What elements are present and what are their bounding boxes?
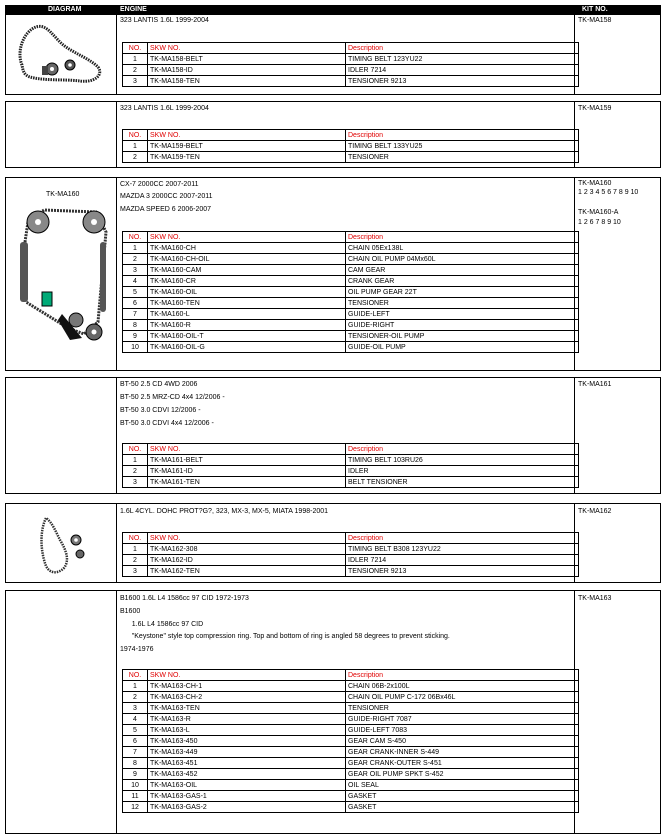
kit-number: TK-MA160 bbox=[578, 180, 612, 187]
table-row bbox=[123, 287, 579, 298]
kit-number: TK-MA162 bbox=[578, 508, 612, 515]
part-desc: GEAR CRANK-OUTER S-451 bbox=[346, 758, 579, 769]
part-no: 2 bbox=[123, 254, 148, 265]
col-no: NO. bbox=[123, 43, 148, 54]
kit-items: 1 2 3 4 5 6 7 8 9 10 bbox=[578, 189, 639, 196]
part-desc: GASKET bbox=[346, 802, 579, 813]
table-row bbox=[123, 54, 579, 65]
kit-header: KIT NO. bbox=[582, 6, 608, 13]
part-desc: GEAR OIL PUMP SPKT S-452 bbox=[346, 769, 579, 780]
engine-line: MAZDA SPEED 6 2006-2007 bbox=[120, 206, 212, 213]
col-no: NO. bbox=[123, 670, 148, 681]
engine-line: 1.6L L4 1586cc 97 CID bbox=[124, 621, 204, 628]
part-no: 1 bbox=[123, 544, 148, 555]
part-no: 7 bbox=[123, 747, 148, 758]
kit-block-ma159 bbox=[5, 101, 661, 168]
engine-line: BT-50 3.0 CDVI 4x4 12/2006 - bbox=[120, 420, 214, 427]
part-no: 3 bbox=[123, 76, 148, 87]
table-row bbox=[123, 544, 579, 555]
part-no: 4 bbox=[123, 714, 148, 725]
col-desc: Description bbox=[346, 444, 579, 455]
parts-table bbox=[122, 129, 579, 163]
part-no: 4 bbox=[123, 276, 148, 287]
part-no: 5 bbox=[123, 725, 148, 736]
table-header bbox=[5, 5, 661, 14]
part-desc: IDLER bbox=[346, 466, 579, 477]
part-no: 9 bbox=[123, 769, 148, 780]
part-skw: TK-MA161-BELT bbox=[148, 455, 346, 466]
part-no: 5 bbox=[123, 287, 148, 298]
parts-table bbox=[122, 669, 579, 813]
col-desc: Description bbox=[346, 232, 579, 243]
kit-number: TK-MA160-A bbox=[578, 209, 619, 216]
table-row bbox=[123, 681, 579, 692]
part-skw: TK-MA163-449 bbox=[148, 747, 346, 758]
col-desc: Description bbox=[346, 130, 579, 141]
part-desc: TIMING BELT 123YU22 bbox=[346, 54, 579, 65]
kit-items: 1 2 6 7 8 9 10 bbox=[578, 219, 621, 226]
engine-note: "Keystone" style top compression ring. Top and bottom of ring is angled 58 degrees to prevent sticking. bbox=[124, 633, 450, 640]
engine-header: ENGINE bbox=[120, 6, 147, 13]
timing-chain-diagram bbox=[14, 202, 110, 342]
part-skw: TK-MA160-CH bbox=[148, 243, 346, 254]
parts-table bbox=[122, 443, 579, 488]
part-no: 8 bbox=[123, 320, 148, 331]
engine-line: BT-50 2.5 MRZ-CD 4x4 12/2006 - bbox=[120, 394, 225, 401]
parts-header-row bbox=[123, 130, 579, 141]
col-no: NO. bbox=[123, 232, 148, 243]
timing-belt-diagram bbox=[36, 510, 92, 576]
table-row bbox=[123, 320, 579, 331]
part-desc: GEAR CAM S-450 bbox=[346, 736, 579, 747]
col-skw: SKW NO. bbox=[148, 670, 346, 681]
table-row bbox=[123, 703, 579, 714]
part-skw: TK-MA160-OIL-T bbox=[148, 331, 346, 342]
part-skw: TK-MA162-308 bbox=[148, 544, 346, 555]
part-skw: TK-MA163-L bbox=[148, 725, 346, 736]
diagram-label: TK-MA160 bbox=[46, 191, 80, 198]
part-skw: TK-MA160-TEN bbox=[148, 298, 346, 309]
table-row bbox=[123, 747, 579, 758]
part-no: 3 bbox=[123, 477, 148, 488]
col-no: NO. bbox=[123, 444, 148, 455]
part-desc: GUIDE-RIGHT 7087 bbox=[346, 714, 579, 725]
part-no: 1 bbox=[123, 681, 148, 692]
part-desc: GUIDE-RIGHT bbox=[346, 320, 579, 331]
table-row bbox=[123, 555, 579, 566]
timing-belt-diagram bbox=[14, 21, 110, 85]
part-desc: CHAIN OIL PUMP C-172 06Bx46L bbox=[346, 692, 579, 703]
col-skw: SKW NO. bbox=[148, 533, 346, 544]
table-row bbox=[123, 243, 579, 254]
part-no: 1 bbox=[123, 243, 148, 254]
table-row bbox=[123, 791, 579, 802]
part-desc: GUIDE-LEFT bbox=[346, 309, 579, 320]
part-no: 3 bbox=[123, 566, 148, 577]
table-row bbox=[123, 331, 579, 342]
part-no: 2 bbox=[123, 152, 148, 163]
table-row bbox=[123, 76, 579, 87]
kit-number: TK-MA161 bbox=[578, 381, 612, 388]
part-no: 10 bbox=[123, 780, 148, 791]
part-no: 7 bbox=[123, 309, 148, 320]
part-skw: TK-MA158-ID bbox=[148, 65, 346, 76]
col-no: NO. bbox=[123, 130, 148, 141]
part-skw: TK-MA163-R bbox=[148, 714, 346, 725]
part-desc: CHAIN 05Ex138L bbox=[346, 243, 579, 254]
part-no: 9 bbox=[123, 331, 148, 342]
col-desc: Description bbox=[346, 670, 579, 681]
engine-line: BT-50 2.5 CD 4WD 2006 bbox=[120, 381, 198, 388]
part-skw: TK-MA158-BELT bbox=[148, 54, 346, 65]
engine-line: 1974-1976 bbox=[120, 646, 154, 653]
engine-line: BT-50 3.0 CDVI 12/2006 - bbox=[120, 407, 201, 414]
part-desc: TENSIONER 9213 bbox=[346, 76, 579, 87]
part-no: 11 bbox=[123, 791, 148, 802]
part-skw: TK-MA160-OIL-G bbox=[148, 342, 346, 353]
col-skw: SKW NO. bbox=[148, 43, 346, 54]
part-no: 2 bbox=[123, 692, 148, 703]
part-skw: TK-MA160-CR bbox=[148, 276, 346, 287]
part-desc: TIMING BELT B308 123YU22 bbox=[346, 544, 579, 555]
table-row bbox=[123, 780, 579, 791]
part-desc: GASKET bbox=[346, 791, 579, 802]
table-row bbox=[123, 566, 579, 577]
part-desc: TENSIONER bbox=[346, 152, 579, 163]
table-row bbox=[123, 769, 579, 780]
part-skw: TK-MA158-TEN bbox=[148, 76, 346, 87]
table-row bbox=[123, 714, 579, 725]
kit-block-ma158 bbox=[5, 14, 661, 95]
col-no: NO. bbox=[123, 533, 148, 544]
part-no: 1 bbox=[123, 455, 148, 466]
diagram-header: DIAGRAM bbox=[48, 6, 82, 13]
table-row bbox=[123, 141, 579, 152]
part-skw: TK-MA160-L bbox=[148, 309, 346, 320]
col-desc: Description bbox=[346, 43, 579, 54]
engine-line: 323 LANTIS 1.6L 1999-2004 bbox=[120, 17, 209, 24]
col-skw: SKW NO. bbox=[148, 232, 346, 243]
part-desc: IDLER 7214 bbox=[346, 555, 579, 566]
part-desc: TENSIONER 9213 bbox=[346, 566, 579, 577]
engine-line: MAZDA 3 2000CC 2007-2011 bbox=[120, 193, 213, 200]
part-desc: OIL PUMP GEAR 22T bbox=[346, 287, 579, 298]
part-no: 3 bbox=[123, 265, 148, 276]
part-no: 1 bbox=[123, 141, 148, 152]
part-skw: TK-MA163-GAS-2 bbox=[148, 802, 346, 813]
part-skw: TK-MA161-ID bbox=[148, 466, 346, 477]
part-no: 12 bbox=[123, 802, 148, 813]
kit-number: TK-MA159 bbox=[578, 105, 612, 112]
table-row bbox=[123, 725, 579, 736]
table-row bbox=[123, 265, 579, 276]
part-skw: TK-MA163-CH-1 bbox=[148, 681, 346, 692]
table-row bbox=[123, 466, 579, 477]
part-no: 10 bbox=[123, 342, 148, 353]
part-desc: IDLER 7214 bbox=[346, 65, 579, 76]
parts-table bbox=[122, 42, 579, 87]
engine-line: B1600 bbox=[120, 608, 141, 615]
col-skw: SKW NO. bbox=[148, 130, 346, 141]
kit-number: TK-MA163 bbox=[578, 595, 612, 602]
part-skw: TK-MA160-OIL bbox=[148, 287, 346, 298]
part-desc: CRANK GEAR bbox=[346, 276, 579, 287]
parts-table bbox=[122, 231, 579, 353]
kit-number: TK-MA158 bbox=[578, 17, 612, 24]
kit-block-ma161 bbox=[5, 377, 661, 494]
part-no: 6 bbox=[123, 736, 148, 747]
part-no: 3 bbox=[123, 703, 148, 714]
part-no: 8 bbox=[123, 758, 148, 769]
parts-header-row bbox=[123, 43, 579, 54]
part-skw: TK-MA163-GAS-1 bbox=[148, 791, 346, 802]
col-desc: Description bbox=[346, 533, 579, 544]
part-desc: CAM GEAR bbox=[346, 265, 579, 276]
engine-line: 1.6L 4CYL. DOHC PROT?G?, 323, MX-3, MX-5, MIATA 1998-2001 bbox=[120, 508, 329, 515]
part-skw: TK-MA159-BELT bbox=[148, 141, 346, 152]
kit-block-ma162 bbox=[5, 503, 661, 583]
part-skw: TK-MA163-451 bbox=[148, 758, 346, 769]
part-desc: TIMING BELT 133YU25 bbox=[346, 141, 579, 152]
part-skw: TK-MA160-R bbox=[148, 320, 346, 331]
table-row bbox=[123, 254, 579, 265]
part-skw: TK-MA162-ID bbox=[148, 555, 346, 566]
part-desc: GEAR CRANK-INNER S-449 bbox=[346, 747, 579, 758]
parts-header-row bbox=[123, 232, 579, 243]
part-skw: TK-MA163-452 bbox=[148, 769, 346, 780]
part-desc: CHAIN OIL PUMP 04Mx60L bbox=[346, 254, 579, 265]
table-row bbox=[123, 152, 579, 163]
part-skw: TK-MA163-450 bbox=[148, 736, 346, 747]
table-row bbox=[123, 342, 579, 353]
table-row bbox=[123, 736, 579, 747]
table-row bbox=[123, 298, 579, 309]
part-skw: TK-MA163-TEN bbox=[148, 703, 346, 714]
parts-header-row bbox=[123, 533, 579, 544]
table-row bbox=[123, 65, 579, 76]
table-row bbox=[123, 692, 579, 703]
engine-line: B1600 1.6L L4 1586cc 97 CID 1972-1973 bbox=[120, 595, 249, 602]
part-no: 1 bbox=[123, 54, 148, 65]
part-desc: BELT TENSIONER bbox=[346, 477, 579, 488]
part-skw: TK-MA162-TEN bbox=[148, 566, 346, 577]
parts-header-row bbox=[123, 670, 579, 681]
kit-block-ma160 bbox=[5, 177, 661, 371]
kit-block-ma163 bbox=[5, 590, 661, 834]
engine-line: 323 LANTIS 1.6L 1999-2004 bbox=[120, 105, 209, 112]
col-skw: SKW NO. bbox=[148, 444, 346, 455]
table-row bbox=[123, 455, 579, 466]
part-desc: TENSIONER bbox=[346, 703, 579, 714]
part-no: 2 bbox=[123, 65, 148, 76]
part-no: 6 bbox=[123, 298, 148, 309]
part-desc: TENSIONER-OIL PUMP bbox=[346, 331, 579, 342]
table-row bbox=[123, 309, 579, 320]
table-row bbox=[123, 276, 579, 287]
part-skw: TK-MA163-CH-2 bbox=[148, 692, 346, 703]
part-no: 2 bbox=[123, 466, 148, 477]
part-skw: TK-MA160-CAM bbox=[148, 265, 346, 276]
part-skw: TK-MA160-CH-OIL bbox=[148, 254, 346, 265]
part-desc: GUIDE-OIL PUMP bbox=[346, 342, 579, 353]
part-desc: CHAIN 06B-2x100L bbox=[346, 681, 579, 692]
parts-table bbox=[122, 532, 579, 577]
part-no: 2 bbox=[123, 555, 148, 566]
part-desc: TENSIONER bbox=[346, 298, 579, 309]
part-skw: TK-MA159-TEN bbox=[148, 152, 346, 163]
part-skw: TK-MA161-TEN bbox=[148, 477, 346, 488]
table-row bbox=[123, 758, 579, 769]
table-row bbox=[123, 477, 579, 488]
parts-header-row bbox=[123, 444, 579, 455]
part-skw: TK-MA163-OIL bbox=[148, 780, 346, 791]
part-desc: TIMING BELT 103RU26 bbox=[346, 455, 579, 466]
table-row bbox=[123, 802, 579, 813]
part-desc: GUIDE-LEFT 7083 bbox=[346, 725, 579, 736]
part-desc: OIL SEAL bbox=[346, 780, 579, 791]
engine-line: CX-7 2000CC 2007-2011 bbox=[120, 181, 199, 188]
